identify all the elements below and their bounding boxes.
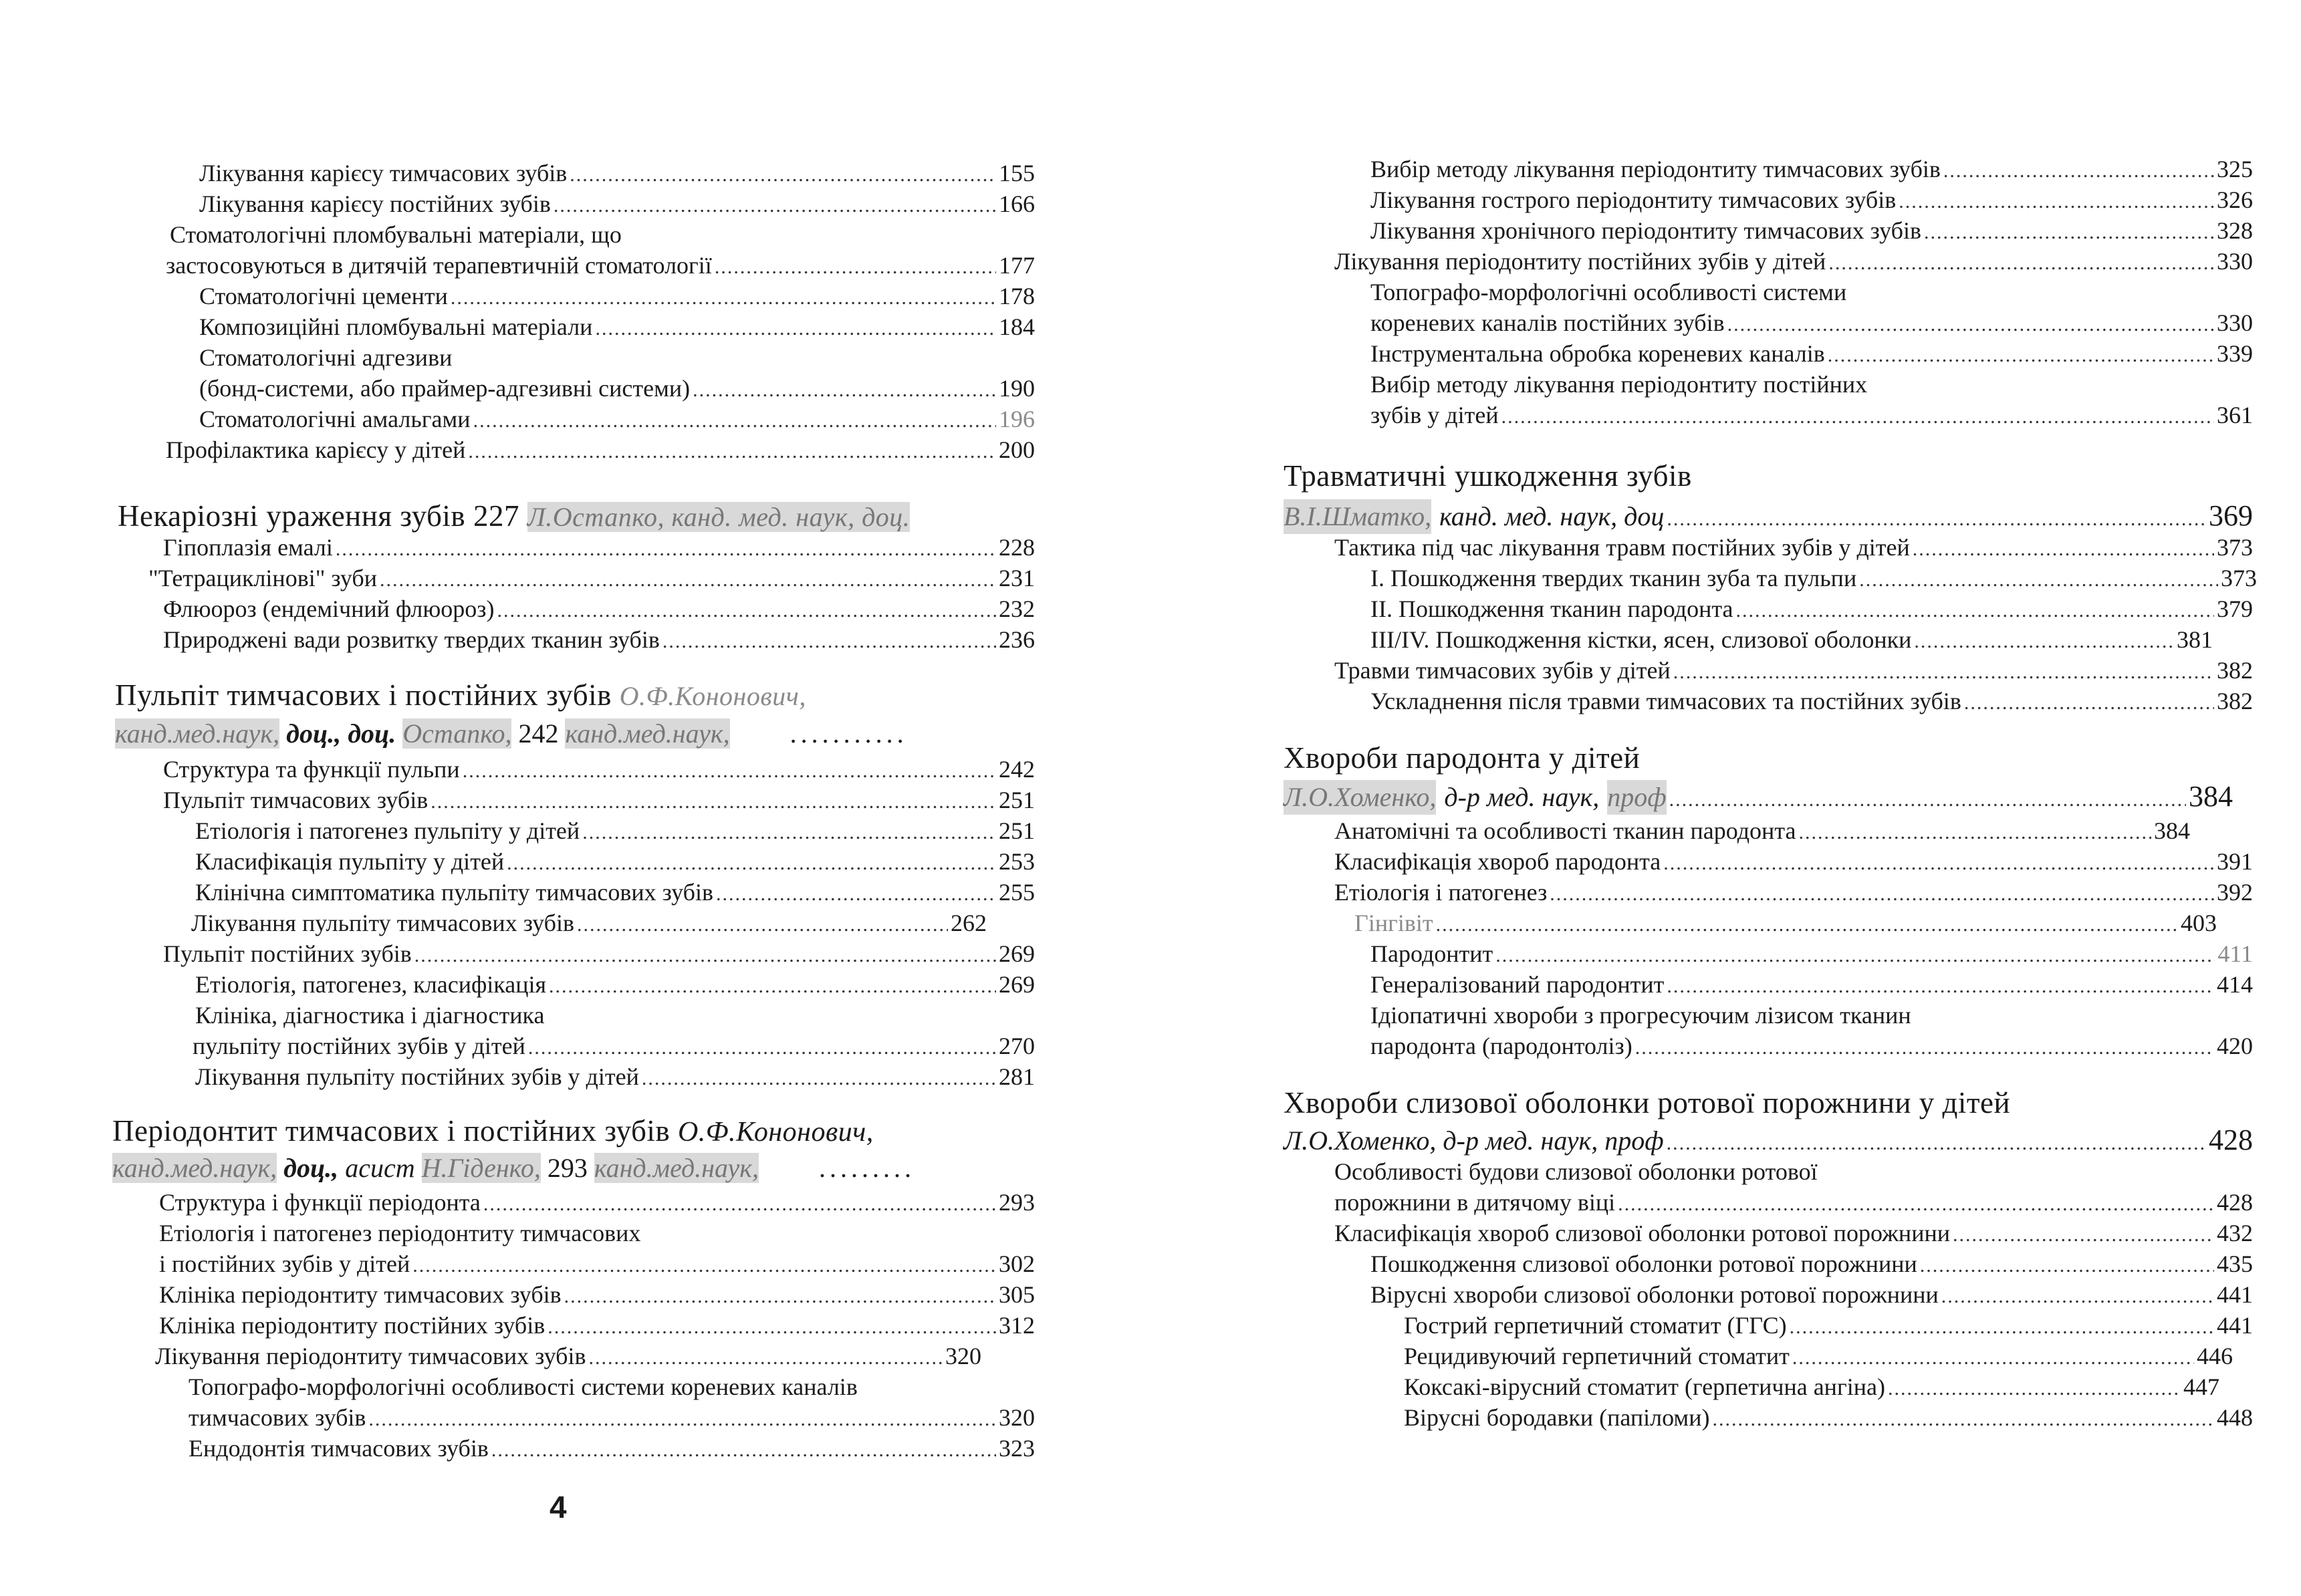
toc-page: 184 (999, 313, 1035, 340)
toc-title: Етіологія і патогенез періодонтиту тимчасових (159, 1220, 641, 1246)
toc-entry (1370, 563, 2257, 593)
toc-title: Пошкодження слизової оболонки ротової порожнини (1370, 1250, 1917, 1277)
toc-page: 414 (2217, 971, 2253, 998)
heading-text: Хвороби пародонта у дітей (1284, 741, 1641, 775)
leader-dots (1667, 971, 2214, 1002)
toc-page: 411 (2217, 940, 2253, 967)
toc-entry (1370, 154, 2253, 184)
toc-entry (159, 1279, 1035, 1310)
toc-title: Особливості будови слизової оболонки ротової (1334, 1158, 1818, 1185)
toc-title: Клініка, діагностика і діагностика (195, 1002, 545, 1029)
toc-entry (159, 1310, 1035, 1341)
section-heading (1284, 457, 1692, 495)
toc-page: 166 (999, 190, 1035, 217)
toc-entry (1370, 338, 2253, 369)
toc-page: 320 (999, 1404, 1035, 1431)
toc-page: 325 (2217, 156, 2253, 182)
leader-dots (1663, 848, 2214, 879)
author-text: О.Ф.Кононович, (677, 1117, 874, 1148)
section-heading (1284, 739, 1640, 777)
toc-entry (1370, 215, 2253, 246)
toc-page: 403 (2181, 910, 2217, 936)
toc-entry (1370, 1031, 2253, 1061)
toc-page: 373 (2217, 534, 2253, 561)
toc-page: 253 (999, 848, 1035, 875)
leader-dots (528, 1033, 996, 1063)
toc-entry (199, 158, 1035, 188)
leader-dots (715, 252, 996, 283)
leader-dots (1790, 1312, 2214, 1343)
toc-page: 328 (2217, 217, 2253, 244)
author-text: доц., (286, 718, 342, 749)
author-line (1284, 499, 2253, 533)
toc-page: 379 (2217, 595, 2253, 622)
toc-entry (1370, 1248, 2253, 1279)
toc-page: 196 (999, 406, 1035, 432)
toc-entry (170, 219, 1035, 250)
toc-entry (193, 1031, 1035, 1061)
toc-title: Ендодонтія тимчасових зубів (189, 1435, 489, 1462)
toc-title: Пульпіт тимчасових зубів (163, 787, 429, 813)
toc-page: 373 (2221, 565, 2257, 591)
toc-title: Лікування періодонтиту тимчасових зубів (155, 1343, 586, 1369)
author-text: асист (345, 1153, 415, 1183)
author-text: Л.Остапко, канд. мед. наук, доц. (527, 502, 911, 532)
toc-title: Гострий герпетичний стоматит (ГГС) (1404, 1312, 1787, 1339)
toc-entry (195, 815, 1035, 846)
toc-entry (1404, 1341, 2233, 1371)
leader-dots (1941, 1281, 2214, 1312)
toc-page: 269 (999, 971, 1035, 998)
toc-title: Клініка періодонтиту тимчасових зубів (159, 1281, 562, 1308)
toc-title: Стоматологічні цементи (199, 283, 448, 309)
author-text: Н.Гіденко, (421, 1153, 541, 1183)
leader-dots: ......... (818, 1153, 915, 1183)
toc-title: Топографо-морфологічні особливості системи (1370, 279, 1847, 305)
toc-page: 236 (999, 626, 1035, 653)
leader-dots (662, 626, 996, 657)
toc-title: ІІ. Пошкодження тканин пародонта (1370, 595, 1733, 622)
author-text: канд.мед.наук, (112, 1153, 277, 1183)
toc-title: Вибір методу лікування періодонтиту тимчасових зубів (1370, 156, 1941, 182)
toc-title: Ускладнення після травми тимчасових та постійних зубів (1370, 688, 1961, 714)
toc-entry (159, 1187, 1035, 1218)
toc-page: 446 (2197, 1343, 2233, 1369)
toc-entry (163, 785, 1035, 815)
toc-page: 420 (2217, 1033, 2253, 1059)
toc-entry (1334, 1218, 2253, 1248)
toc-title: Лікування періодонтиту постійних зубів у дітей (1334, 248, 1826, 275)
toc-entry (1370, 1000, 2253, 1031)
toc-entry (1334, 877, 2253, 908)
author-text: д-р мед. наук, (1444, 782, 1600, 812)
leader-dots (1436, 910, 2178, 940)
toc-title: Вірусні хвороби слизової оболонки ротової порожнини (1370, 1281, 1939, 1308)
leader-dots (507, 848, 996, 879)
toc-title: Класифікація хвороб слизової оболонки ротової порожнини (1334, 1220, 1950, 1246)
leader-dots (1913, 534, 2214, 565)
toc-entry (1334, 655, 2253, 686)
author-text: канд. мед. наук, доц (1439, 501, 1665, 531)
toc-page: 361 (2217, 402, 2253, 428)
leader-dots (1792, 1343, 2194, 1373)
toc-title: Класифікація хвороб пародонта (1334, 848, 1661, 875)
toc-entry (189, 1371, 1035, 1402)
toc-title: "Тетрациклінові" зуби (148, 565, 377, 591)
leader-dots (451, 283, 996, 313)
toc-title: Етіологія і патогенез пульпіту у дітей (195, 817, 580, 844)
toc-entry (148, 563, 1035, 593)
toc-title: тимчасових зубів (189, 1404, 366, 1431)
leader-dots (1618, 1189, 2214, 1220)
toc-title: Структура та функції пульпи (163, 756, 460, 783)
toc-title: і постійних зубів у дітей (159, 1250, 410, 1277)
toc-page: 269 (999, 940, 1035, 967)
toc-title: Природжені вади розвитку твердих тканин зубів (163, 626, 660, 653)
heading-page: 293 (547, 1153, 588, 1183)
toc-entry (1370, 277, 2253, 307)
toc-page: 384 (2154, 817, 2190, 844)
toc-page: 441 (2217, 1281, 2253, 1308)
toc-title: Гінгівіт (1354, 910, 1433, 936)
toc-title: Композиційні пломбувальні матеріали (199, 313, 593, 340)
toc-title: Етіологія і патогенез (1334, 879, 1548, 906)
leader-dots (1712, 1404, 2214, 1435)
right-page (1150, 0, 2301, 1596)
toc-page: 242 (999, 756, 1035, 783)
toc-title: Генералізований пародонтит (1370, 971, 1665, 998)
leader-dots (1953, 1220, 2214, 1250)
toc-title: Лікування хронічного періодонтиту тимчасових зубів (1370, 217, 1921, 244)
toc-title: Пульпіт постійних зубів (163, 940, 412, 967)
leader-dots (549, 971, 996, 1002)
leader-dots (1798, 817, 2151, 848)
toc-title: Пародонтит (1370, 940, 1493, 967)
toc-entry (163, 938, 1035, 969)
author-line (115, 716, 1044, 751)
leader-dots (1550, 879, 2214, 910)
toc-entry (199, 281, 1035, 311)
heading-text: Некаріозні ураження зубів (118, 499, 466, 533)
author-line (1284, 1123, 2253, 1158)
toc-title: Гіпоплазія емалі (163, 534, 333, 561)
author-text: Остапко, (402, 718, 512, 749)
toc-entry (195, 1000, 1035, 1031)
toc-title: Клінічна симптоматика пульпіту тимчасових зубів (195, 879, 713, 906)
toc-title: Лікування карієсу постійних зубів (199, 190, 551, 217)
author-text: Л.О.Хоменко, д-р мед. наук, проф (1284, 1125, 1664, 1156)
leader-dots (1727, 309, 2214, 340)
toc-entry (199, 373, 1035, 404)
toc-entry (1404, 1310, 2253, 1341)
toc-entry (1404, 1371, 2219, 1402)
toc-entry (1370, 369, 2253, 400)
toc-page: 447 (2183, 1373, 2219, 1400)
author-line (1284, 779, 2233, 814)
toc-page: 312 (999, 1312, 1035, 1339)
leader-dots (693, 375, 996, 406)
heading-page: 369 (2209, 499, 2253, 532)
toc-entry (199, 342, 1035, 373)
toc-page: 270 (999, 1033, 1035, 1059)
toc-entry (1334, 532, 2253, 563)
toc-entry (163, 624, 1035, 655)
toc-title: Анатомічні та особливості тканин пародонта (1334, 817, 1796, 844)
page-number: 4 (550, 1490, 567, 1524)
leader-dots (564, 1281, 996, 1312)
section-heading (112, 1112, 874, 1151)
leader-dots (1859, 565, 2218, 595)
toc-entry (195, 846, 1035, 877)
toc-title: Стоматологічні амальгами (199, 406, 471, 432)
author-text: канд.мед.наук, (115, 718, 280, 749)
toc-title: Коксакі-вірусний стоматит (герпетична ангіна) (1404, 1373, 1885, 1400)
author-line (112, 1151, 1042, 1186)
toc-title: Рецидивуючий герпетичний стоматит (1404, 1343, 1790, 1369)
toc-title: пульпіту постійних зубів у дітей (193, 1033, 525, 1059)
toc-page: 330 (2217, 309, 2253, 336)
leader-dots (1673, 657, 2214, 688)
toc-page: 293 (999, 1189, 1035, 1216)
toc-title: пародонта (пародонтоліз) (1370, 1033, 1632, 1059)
leader-dots (1888, 1373, 2181, 1404)
toc-entry (199, 311, 1035, 342)
toc-entry (163, 593, 1035, 624)
leader-dots (497, 595, 996, 626)
toc-entry (189, 1402, 1035, 1433)
toc-title: кореневих каналів постійних зубів (1370, 309, 1725, 336)
leader-dots (588, 1343, 943, 1373)
heading-page: 384 (2189, 780, 2233, 813)
toc-page: 251 (999, 787, 1035, 813)
toc-title: Вірусні бородавки (папіломи) (1404, 1404, 1710, 1431)
toc-entry (199, 404, 1035, 434)
toc-entry (1404, 1402, 2253, 1433)
toc-title: Інструментальна обробка кореневих каналів (1370, 340, 1825, 367)
toc-title: ІІІ/IV. Пошкодження кістки, ясен, слизової оболонки (1370, 626, 1912, 653)
leader-dots (1964, 688, 2214, 718)
heading-text: Хвороби слизової оболонки ротової порожнини у дітей (1284, 1086, 2011, 1119)
toc-entry (1370, 184, 2253, 215)
leader-dots (1669, 783, 2186, 817)
toc-entry (195, 969, 1035, 1000)
toc-entry (166, 250, 1035, 281)
leader-dots (368, 1404, 996, 1435)
toc-page: 448 (2217, 1404, 2253, 1431)
author-text: канд.мед.наук, (594, 1153, 759, 1183)
toc-page: 391 (2217, 848, 2253, 875)
toc-entry (1334, 246, 2253, 277)
toc-entry (1370, 1279, 2253, 1310)
heading-text: Періодонтит тимчасових і постійних зубів (112, 1114, 671, 1148)
author-text: О.Ф.Кононович, (619, 681, 806, 711)
toc-title: Стоматологічні адгезиви (199, 344, 453, 371)
toc-entry (163, 754, 1035, 785)
toc-page: 330 (2217, 248, 2253, 275)
leader-dots (548, 1312, 996, 1343)
toc-page: 200 (999, 436, 1035, 463)
toc-page: 432 (2217, 1220, 2253, 1246)
leader-dots (1736, 595, 2215, 626)
heading-page: 428 (2209, 1123, 2253, 1156)
toc-title: зубів у дітей (1370, 402, 1499, 428)
toc-entry (163, 532, 1035, 563)
toc-page: 177 (999, 252, 1035, 279)
toc-title: (бонд-системи, або праймер-адгезивні системи) (199, 375, 691, 402)
leader-dots (473, 406, 996, 436)
toc-entry (155, 1341, 981, 1371)
toc-entry (1370, 938, 2253, 969)
toc-page: 323 (999, 1435, 1035, 1462)
toc-page: 281 (999, 1063, 1035, 1090)
toc-entry (1334, 1187, 2253, 1218)
leader-dots (1828, 340, 2214, 371)
author-text: проф (1607, 780, 1666, 815)
leader-dots (483, 1189, 996, 1220)
toc-page: 228 (999, 534, 1035, 561)
leader-dots (468, 436, 996, 467)
leader-dots (431, 787, 996, 817)
toc-page: 435 (2217, 1250, 2253, 1277)
toc-page: 428 (2217, 1189, 2253, 1216)
leader-dots (1943, 156, 2214, 186)
toc-entry (1370, 624, 2213, 655)
left-page (0, 0, 1150, 1596)
toc-title: Флюороз (ендемічний флюороз) (163, 595, 495, 622)
toc-page: 382 (2217, 688, 2253, 714)
toc-page: 382 (2217, 657, 2253, 684)
toc-page: 392 (2217, 879, 2253, 906)
leader-dots (577, 910, 948, 940)
toc-title: Травми тимчасових зубів у дітей (1334, 657, 1671, 684)
toc-title: Лікування карієсу тимчасових зубів (199, 160, 568, 186)
toc-entry (1354, 908, 2217, 938)
toc-entry (1370, 969, 2253, 1000)
toc-title: Структура і функції періодонта (159, 1189, 481, 1216)
toc-page: 302 (999, 1250, 1035, 1277)
leader-dots (1899, 186, 2214, 217)
toc-page: 320 (945, 1343, 981, 1369)
toc-title: Тактика під час лікування травм постійних зубів у дітей (1334, 534, 1910, 561)
toc-entry (1370, 686, 2253, 716)
toc-page: 178 (999, 283, 1035, 309)
toc-entry (199, 188, 1035, 219)
section-heading (118, 497, 910, 536)
toc-page: 251 (999, 817, 1035, 844)
leader-dots (582, 817, 996, 848)
leader-dots (716, 879, 996, 910)
toc-title: Лікування пульпіту постійних зубів у дітей (195, 1063, 639, 1090)
leader-dots (1914, 626, 2174, 657)
toc-page: 262 (951, 910, 987, 936)
toc-page: 339 (2217, 340, 2253, 367)
toc-title: Лікування пульпіту тимчасових зубів (191, 910, 574, 936)
leader-dots (1495, 940, 2215, 971)
toc-entry (1370, 593, 2253, 624)
toc-page: 231 (999, 565, 1035, 591)
toc-page: 381 (2177, 626, 2213, 653)
toc-page: 441 (2217, 1312, 2253, 1339)
heading-page: 242 (518, 718, 559, 749)
toc-title: Стоматологічні пломбувальні матеріали, що (170, 221, 622, 248)
toc-entry (159, 1248, 1035, 1279)
leader-dots (570, 160, 996, 190)
toc-page: 190 (999, 375, 1035, 402)
leader-dots (1924, 217, 2214, 248)
toc-page: 305 (999, 1281, 1035, 1308)
leader-dots (642, 1063, 996, 1094)
leader-dots (412, 1250, 996, 1281)
leader-dots (336, 534, 996, 565)
leader-dots (1920, 1250, 2214, 1281)
toc-title: Класифікація пульпіту у дітей (195, 848, 505, 875)
leader-dots (1828, 248, 2214, 279)
toc-page: 326 (2217, 186, 2253, 213)
leader-dots (554, 190, 996, 221)
toc-entry (159, 1218, 1035, 1248)
section-heading (1284, 1084, 2010, 1121)
leader-dots (380, 565, 996, 595)
toc-entry (195, 1061, 1035, 1092)
toc-page: 232 (999, 595, 1035, 622)
leader-dots: ........... (790, 718, 908, 749)
heading-text: Травматичні ушкодження зубів (1284, 459, 1692, 493)
author-text: доц. (348, 718, 396, 749)
toc-page: 255 (999, 879, 1035, 906)
toc-title: Лікування гострого періодонтиту тимчасових зубів (1370, 186, 1897, 213)
toc-title: Топографо-морфологічні особливості системи кореневих каналів (189, 1373, 858, 1400)
heading-page: 227 (473, 499, 519, 533)
leader-dots (414, 940, 996, 971)
toc-title: застосовуються в дитячій терапевтичній стоматології (166, 252, 712, 279)
leader-dots (491, 1435, 996, 1466)
toc-entry (1370, 307, 2253, 338)
toc-entry (166, 434, 1035, 465)
toc-title: Ідіопатичні хвороби з прогресуючим лізисом тканин (1370, 1002, 1911, 1029)
toc-title: Вибір методу лікування періодонтиту постійних (1370, 371, 1868, 398)
section-heading (115, 676, 806, 715)
toc-title: порожнини в дитячому віці (1334, 1189, 1616, 1216)
toc-entry (189, 1433, 1035, 1464)
toc-entry (1334, 815, 2190, 846)
toc-page: 155 (999, 160, 1035, 186)
toc-entry (1370, 400, 2253, 430)
leader-dots (1635, 1033, 2214, 1063)
author-text: В.І.Шматко, (1284, 499, 1431, 534)
author-text: Л.О.Хоменко, (1284, 780, 1436, 815)
leader-dots (463, 756, 996, 787)
toc-title: Профілактика карієсу у дітей (166, 436, 466, 463)
heading-text: Пульпіт тимчасових і постійних зубів (115, 678, 612, 712)
author-text: канд.мед.наук, (565, 718, 730, 749)
toc-entry (195, 877, 1035, 908)
toc-entry (1334, 1156, 2253, 1187)
leader-dots (1501, 402, 2214, 432)
toc-entry (191, 908, 987, 938)
author-text: доц., (283, 1153, 339, 1183)
toc-entry (1334, 846, 2253, 877)
leader-dots (595, 313, 996, 344)
toc-title: Етіологія, патогенез, класифікація (195, 971, 547, 998)
toc-title: Клініка періодонтиту постійних зубів (159, 1312, 546, 1339)
toc-title: І. Пошкодження твердих тканин зуба та пульпи (1370, 565, 1857, 591)
